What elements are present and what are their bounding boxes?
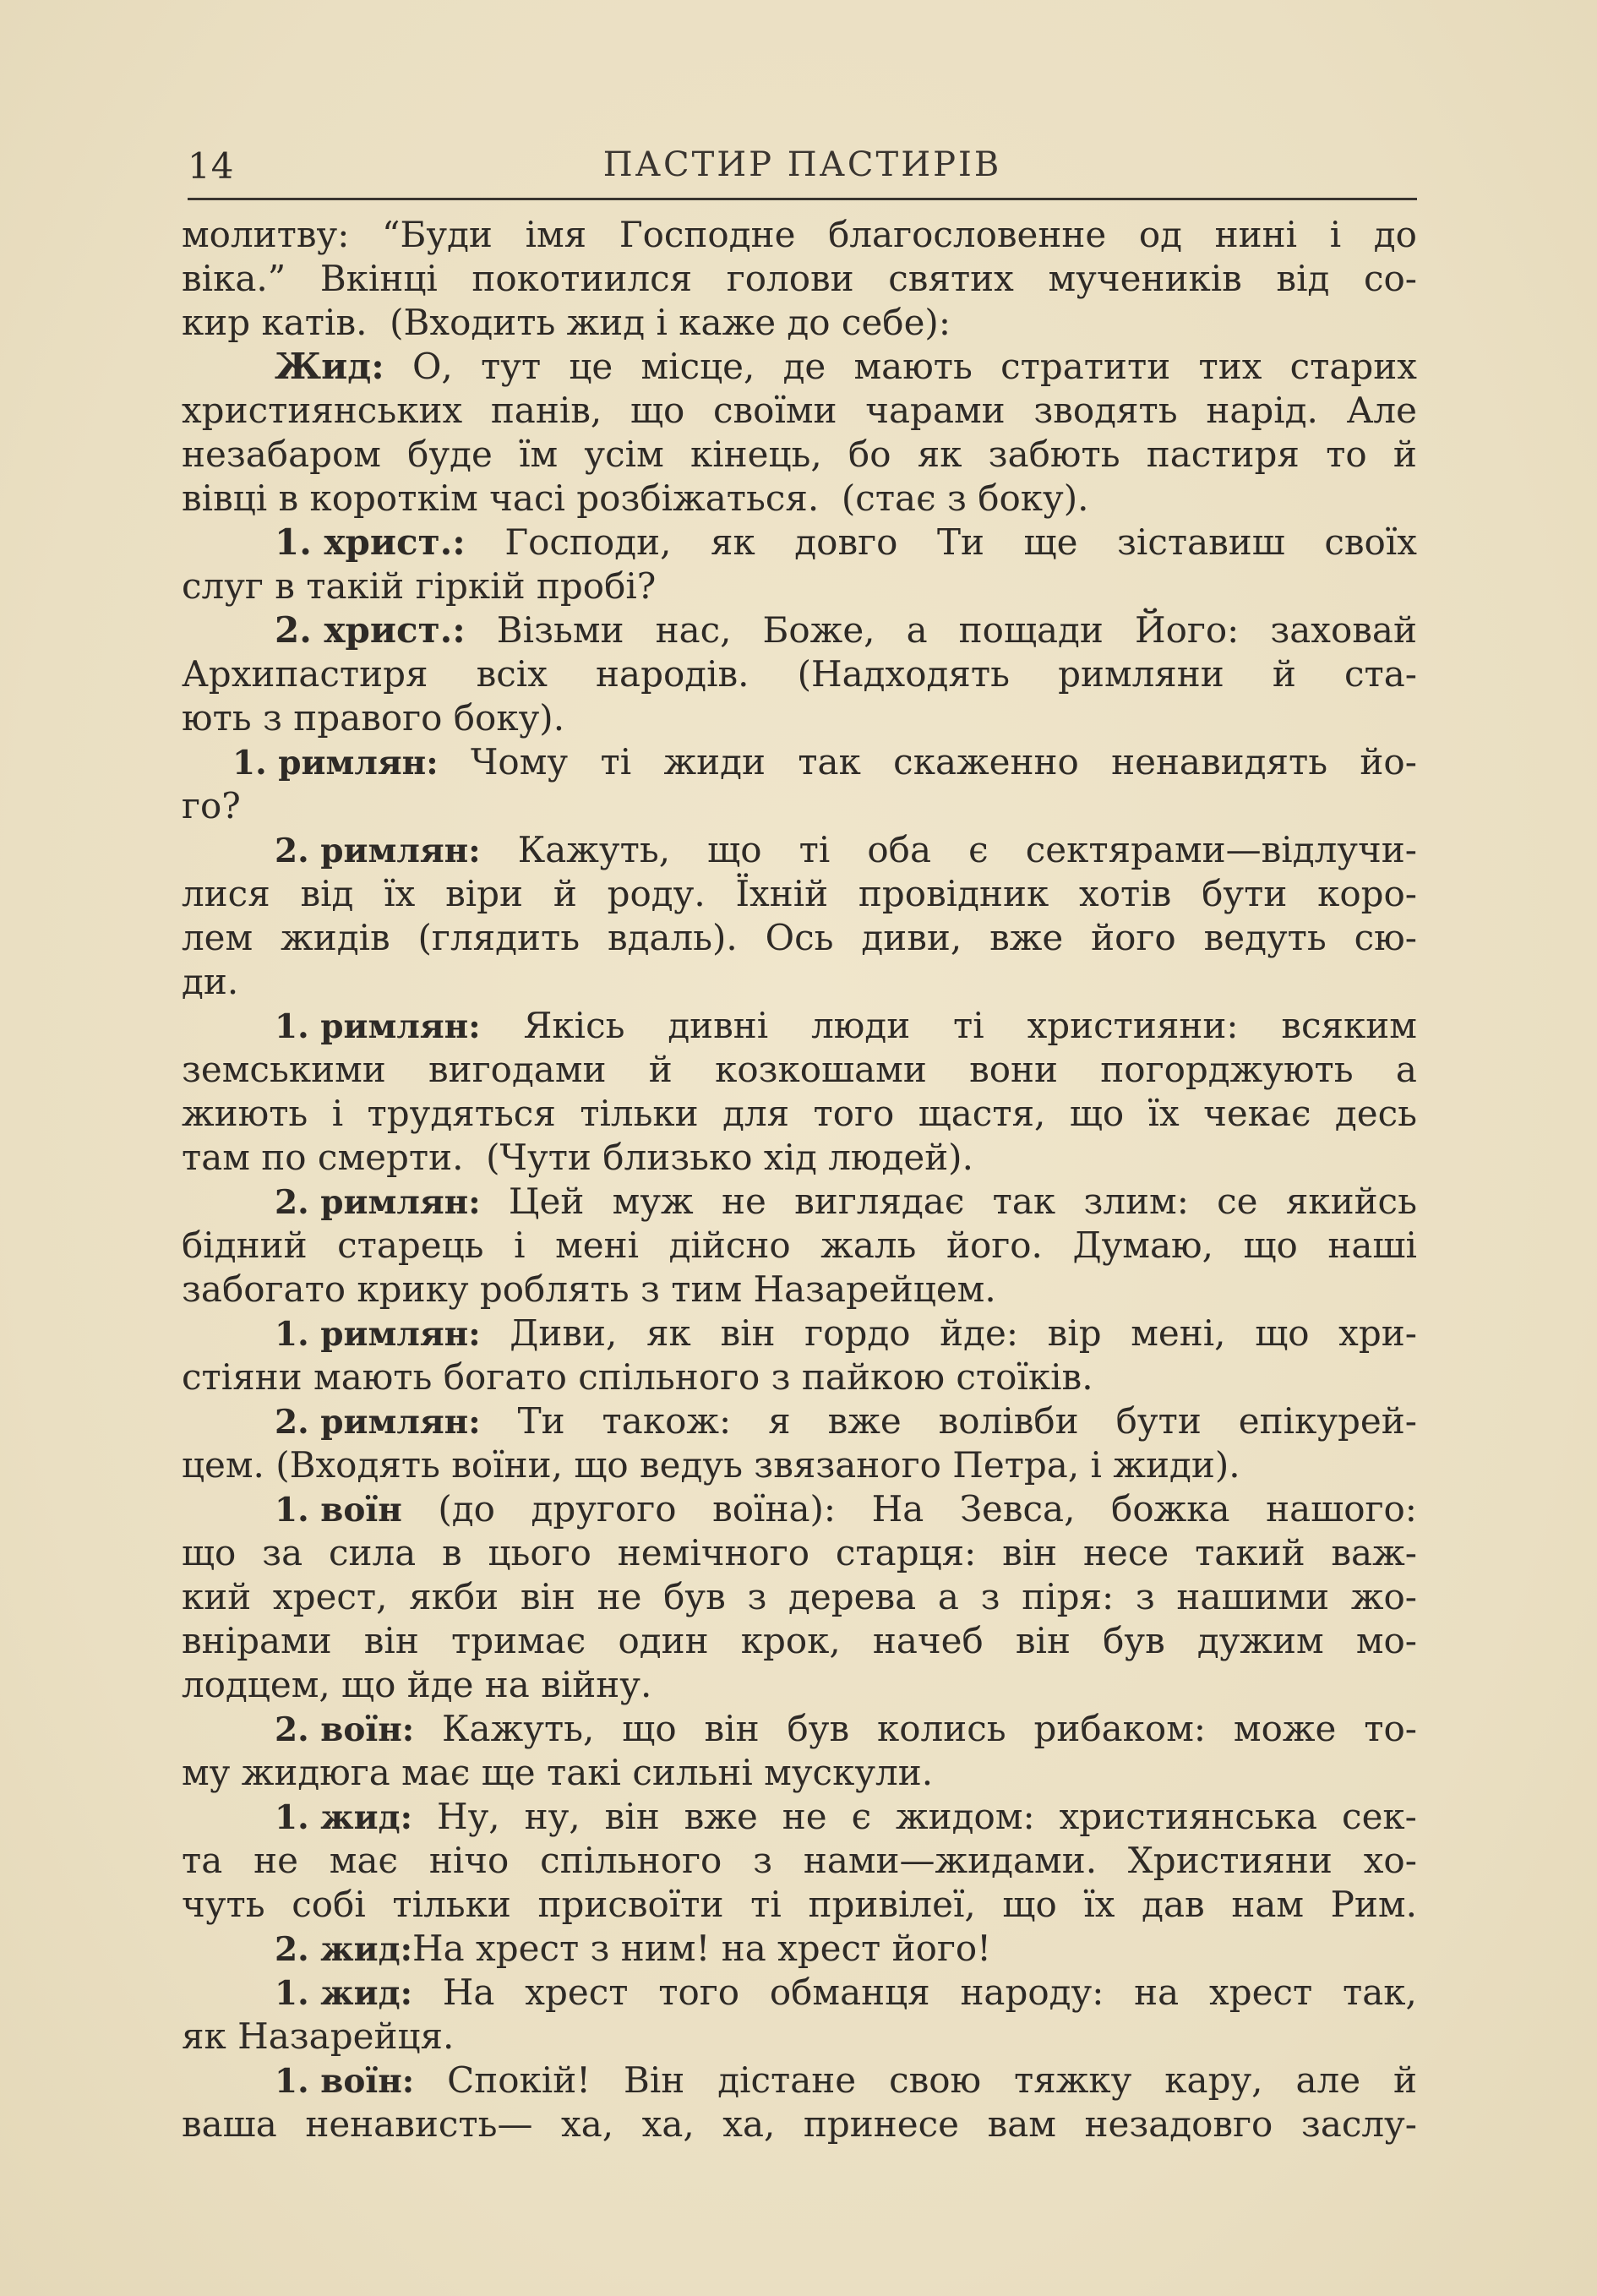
line-text: На хрест з ним! на хрест його! <box>412 1928 992 1969</box>
text-line: що за сила в цього немічного старця: він несе такий важ- <box>182 1532 1417 1573</box>
text-line <box>182 477 1417 521</box>
speaker-label: 1. римлян: <box>275 1315 481 1354</box>
text-line: внірами він тримає один крок, начеб він був дужим мо- <box>182 1620 1417 1661</box>
text-line: християнських панів, що своїми чарами зводять нарід. Але <box>182 390 1417 431</box>
text-line: 1. воїн: Спокій! Він дістане свою тяжку кару, але й <box>182 2059 1417 2102</box>
text-line: 1. жид: На хрест того обманця народу: на хрест так, <box>182 1971 1417 2015</box>
speaker-label: 1. жид: <box>275 1974 412 2013</box>
speaker-label: 1. римлян: <box>232 744 439 783</box>
line-text: вівці в короткім часі розбіжаться. (стає з боку). <box>182 477 1089 519</box>
line-text: ють з правого боку). <box>182 697 565 739</box>
speaker-label: 1. жид: <box>275 1798 412 1837</box>
text-line <box>182 1927 1417 1971</box>
text-line <box>182 1355 1417 1399</box>
running-title: ПАСТИР ПАСТИРІВ <box>602 145 1002 184</box>
speaker-label: 1. христ.: <box>275 521 466 563</box>
text-line: лем жидів (глядить вдаль). Ось диви, вже його ведуть сю- <box>182 917 1417 958</box>
text-line: 1. римлян: Диви, як він гордо йде: вір мені, що хри- <box>182 1312 1417 1355</box>
text-line: Архипастиря всіх народів. (Надходять римляни й ста- <box>182 653 1417 695</box>
line-text: стіяни мають богато спільного з пайкою стоїків. <box>182 1356 1093 1398</box>
text-line <box>182 1443 1417 1487</box>
text-line <box>182 1751 1417 1795</box>
line-text: слуг в такій гіркій пробі? <box>182 565 657 607</box>
text-line: 1. воїн (до другого воїна): На Зевса, божка нашого: <box>182 1487 1417 1531</box>
header-rule <box>188 198 1417 200</box>
text-line: кий хрест, якби він не був з дерева а з піря: з нашими жо- <box>182 1576 1417 1617</box>
text-line: 2. христ.: Візьми нас, Боже, а пощади Його: заховай <box>275 609 1417 651</box>
text-line: 1. жид: Ну, ну, він вже не є жидом: християнська сек- <box>182 1795 1417 1839</box>
line-text: забогато крику роблять з тим Назарейцем. <box>182 1268 996 1310</box>
line-text: лодцем, що йде на війну. <box>182 1664 652 1705</box>
speaker-label: 2. римлян: <box>275 1403 481 1442</box>
speaker-label: 1. римлян: <box>275 1007 481 1046</box>
line-text: ди. <box>182 961 239 1002</box>
text-line <box>182 301 1417 345</box>
text-line: та не має нічо спільного з нами—жидами. Християни хо- <box>182 1840 1417 1881</box>
speaker-label: 2. римлян: <box>275 832 481 870</box>
text-line: молитву: “Буди імя Господне благословенне од нині і до <box>182 214 1417 255</box>
text-line: 2. римлян: Кажуть, що ті оба є сектярами—відлучи- <box>182 828 1417 872</box>
line-text: цем. (Входять воїни, що ведуь звязаного Петра, і жиди). <box>182 1444 1240 1486</box>
speaker-label: 2. римлян: <box>275 1183 481 1222</box>
text-line: жиють і трудяться тільки для того щастя, що їх чекає десь <box>182 1093 1417 1134</box>
text-line <box>182 696 1417 740</box>
text-line <box>182 564 1417 608</box>
text-line: 1. римлян: Якісь дивні люди ті християни: всяким <box>182 1004 1417 1048</box>
speaker-label: 1. воїн: <box>275 2062 415 2101</box>
text-line <box>182 1663 1417 1707</box>
speaker-label: 2. христ.: <box>275 609 466 651</box>
text-line: ваша ненависть— ха, ха, ха, принесе вам незадовго заслу- <box>182 2103 1417 2145</box>
line-text: го? <box>182 785 241 826</box>
text-line: чуть собі тільки присвоїти ті привілеї, що їх дав нам Рим. <box>182 1884 1417 1925</box>
body-text <box>182 213 1417 2146</box>
speaker-label: 2. жид: <box>275 1930 412 1969</box>
line-text: там по смерти. (Чути близько хід людей). <box>182 1137 973 1178</box>
text-line <box>182 784 1417 828</box>
text-line <box>182 2015 1417 2059</box>
speaker-label: 2. воїн: <box>275 1710 415 1749</box>
speaker-label: Жид: <box>275 346 384 387</box>
text-line: Жид: О, тут це місце, де мають стратити тих старих <box>275 346 1417 387</box>
text-line: 1. римлян: Чому ті жиди так скаженно ненавидять йо- <box>182 740 1417 784</box>
text-line <box>182 1136 1417 1180</box>
text-line <box>182 960 1417 1004</box>
line-text: му жидюга має ще такі сильні мускули. <box>182 1752 934 1793</box>
line-text: як Назарейця. <box>182 2015 455 2057</box>
text-line: бідний старець і мені дійсно жаль його. Думаю, що наші <box>182 1224 1417 1266</box>
line-text: кир катів. (Входить жид і каже до себе): <box>182 302 951 343</box>
text-line: 1. христ.: Господи, як довго Ти ще зіставиш своїх <box>275 521 1417 563</box>
text-line: лися від їх віри й роду. Їхній провідник хотів бути коро- <box>182 873 1417 914</box>
text-line <box>182 1268 1417 1312</box>
text-line: 2. воїн: Кажуть, що він був колись рибаком: може то- <box>182 1707 1417 1751</box>
text-line: віка.” Вкінці покотиился голови святих мучеників від со- <box>182 258 1417 299</box>
text-line: незабаром буде їм усім кінець, бо як забють пастиря то й <box>182 434 1417 475</box>
text-line: 2. римлян: Ти також: я вже волівби бути епікурей- <box>182 1399 1417 1443</box>
text-line: 2. римлян: Цей муж не виглядає так злим: се якийсь <box>182 1180 1417 1224</box>
page-header <box>188 145 1417 198</box>
page-number: 14 <box>188 145 235 187</box>
text-line: земськими вигодами й козкошами вони погорджують а <box>182 1049 1417 1090</box>
speaker-label: 1. воїн <box>275 1491 402 1530</box>
